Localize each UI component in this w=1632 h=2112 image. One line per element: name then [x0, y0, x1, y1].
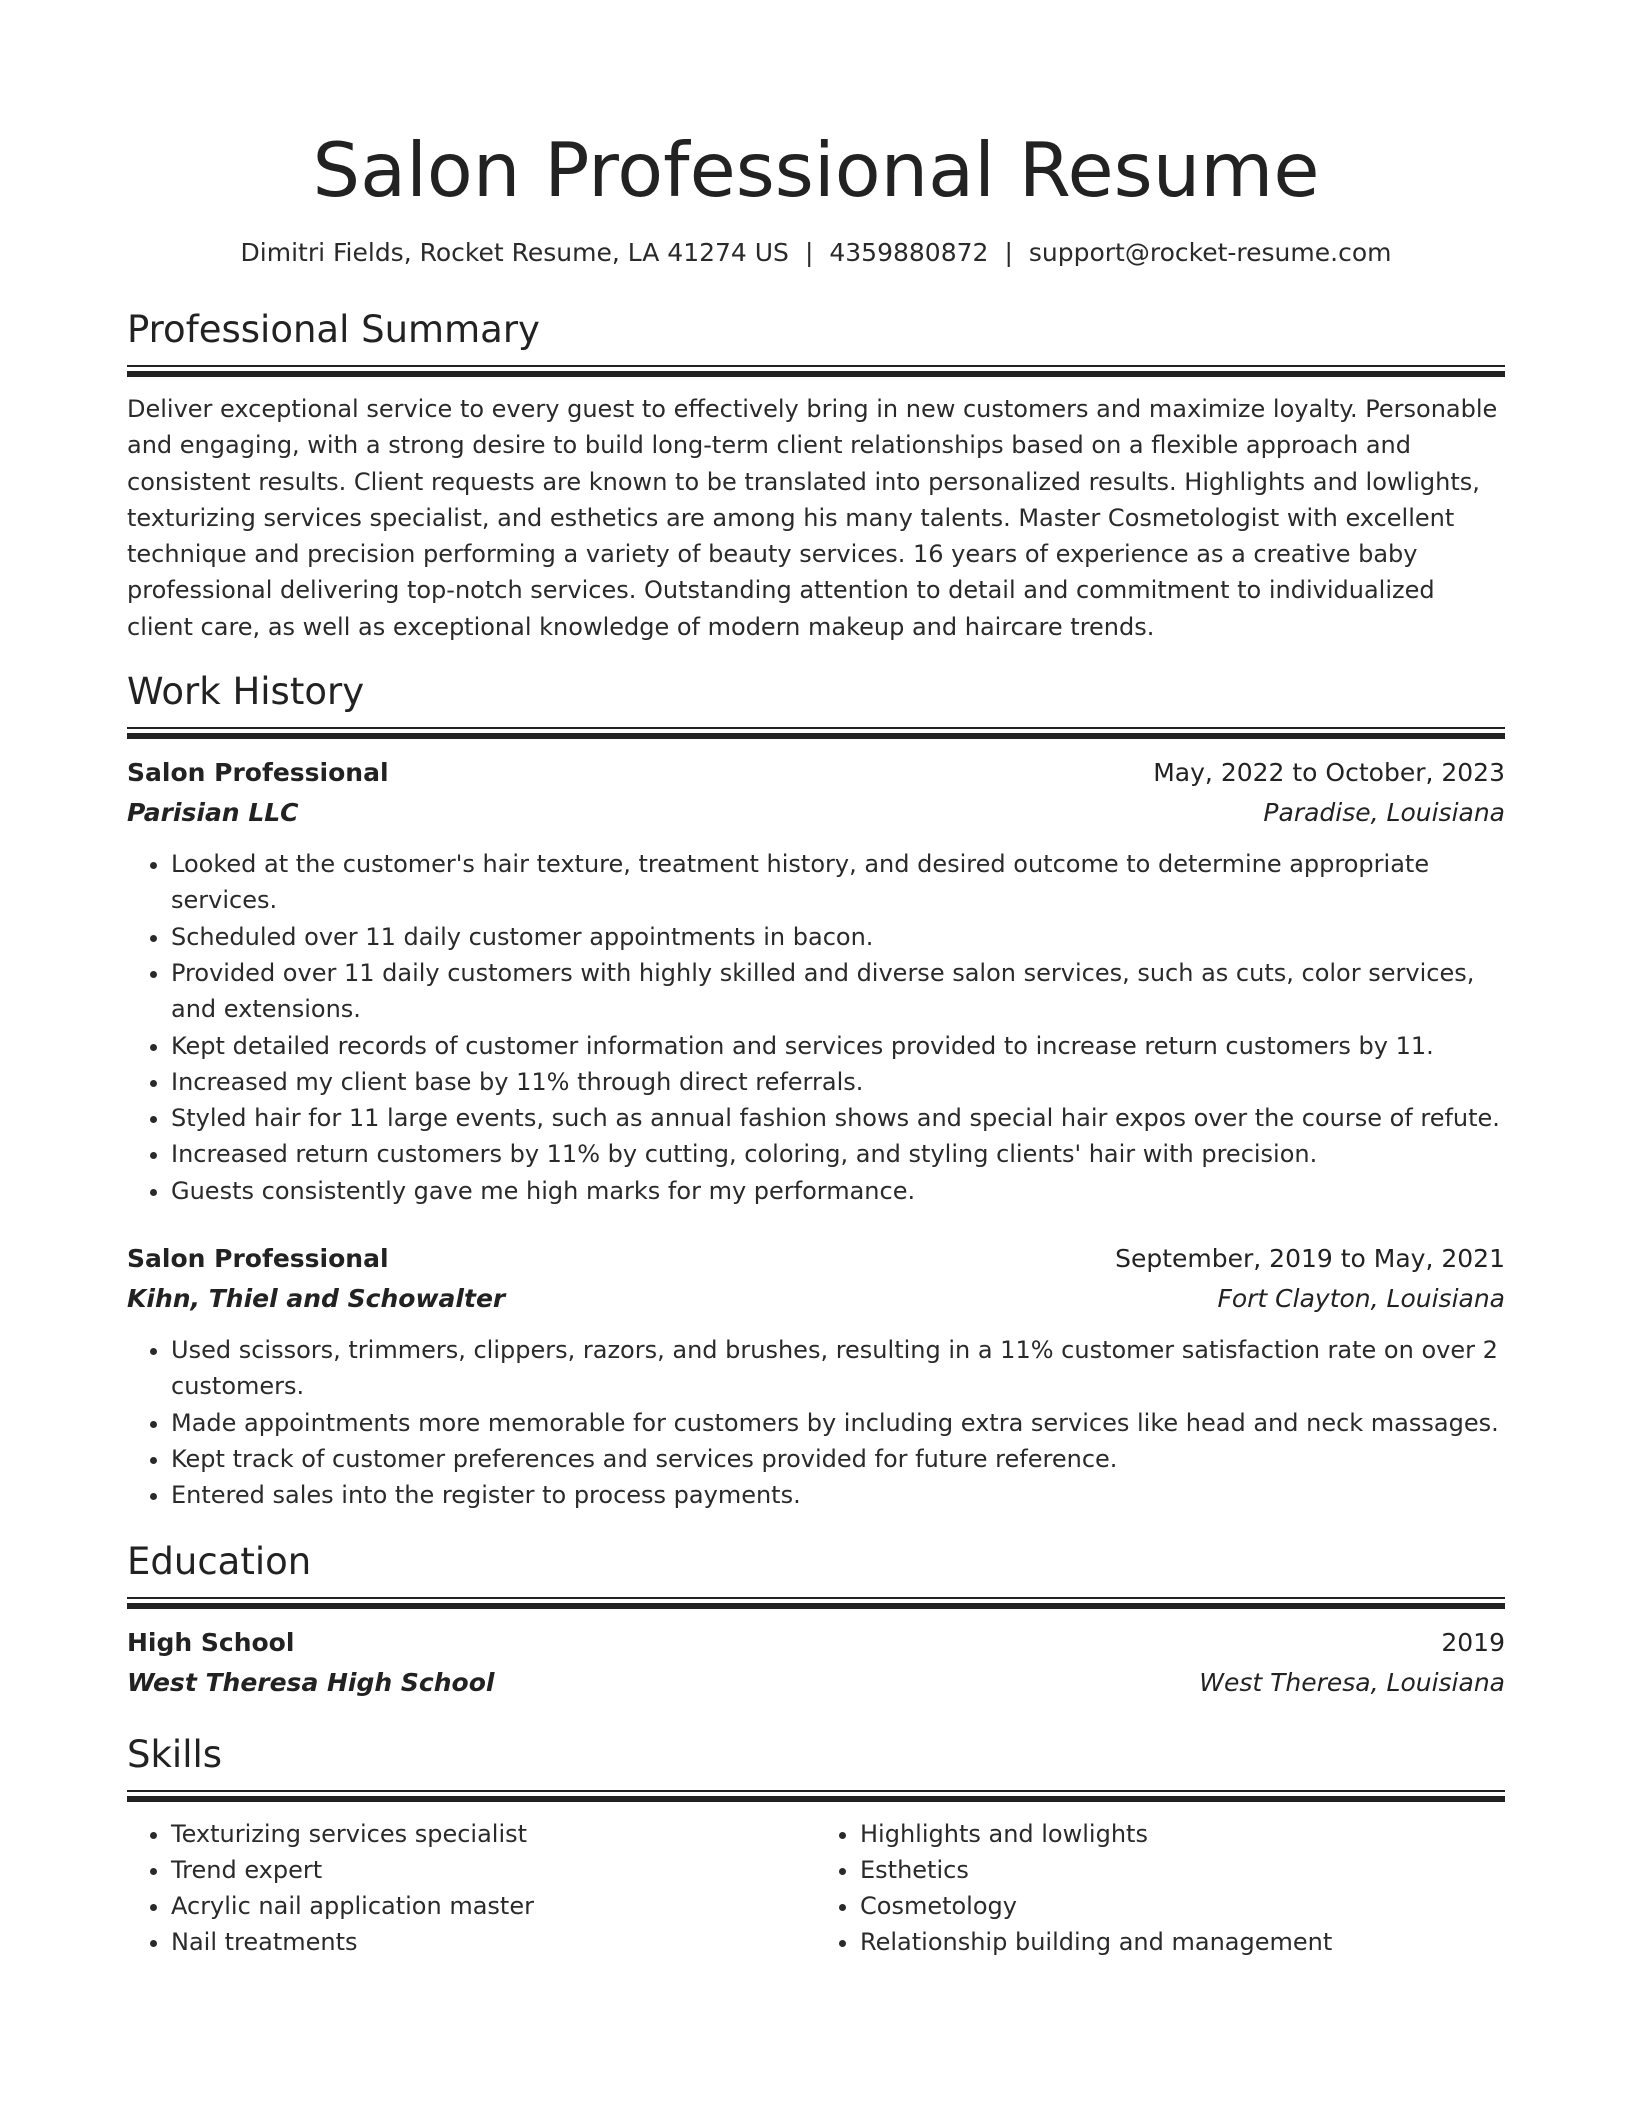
job-dates: September, 2019 to May, 2021	[1115, 1244, 1505, 1274]
list-item: • Trend expert	[171, 1852, 816, 1888]
list-item: • Scheduled over 11 daily customer appointments in bacon.	[171, 919, 1505, 955]
job-role: Salon Professional	[127, 1244, 389, 1274]
skills-list-left	[127, 1816, 816, 1961]
contact-separator: |	[804, 238, 814, 267]
job-bullets	[127, 846, 1505, 1209]
list-item: • Provided over 11 daily customers with highly skilled and diverse salon services, such as cuts, color services, and extensions.	[171, 955, 1505, 1028]
education-school: West Theresa High School	[127, 1667, 495, 1697]
work-history-heading: Work History	[127, 670, 365, 714]
education-year: 2019	[1441, 1627, 1505, 1657]
job-entry	[127, 1239, 1505, 1513]
list-item: • Highlights and lowlights	[860, 1816, 1505, 1852]
job-location: Fort Clayton, Louisiana	[1217, 1284, 1505, 1314]
list-item: • Increased return customers by 11% by cutting, coloring, and styling clients' hair with precision.	[171, 1136, 1505, 1172]
list-item: • Looked at the customer's hair texture, treatment history, and desired outcome to determine appropriate services.	[171, 846, 1505, 919]
job-header	[127, 1239, 1505, 1279]
list-item: • Styled hair for 11 large events, such as annual fashion shows and special hair expos over the course of refute.	[171, 1100, 1505, 1136]
education-heading: Education	[127, 1539, 312, 1583]
job-company: Kihn, Thiel and Schowalter	[127, 1284, 506, 1314]
job-company: Parisian LLC	[127, 798, 299, 828]
list-item: • Relationship building and management	[860, 1924, 1505, 1960]
job-header	[127, 753, 1505, 793]
summary-heading: Professional Summary	[127, 308, 540, 351]
list-item: • Texturizing services specialist	[171, 1816, 816, 1852]
list-item: • Esthetics	[860, 1852, 1505, 1888]
education-entry	[127, 1623, 1505, 1703]
job-dates: May, 2022 to October, 2023	[1153, 758, 1505, 788]
list-item: • Guests consistently gave me high marks for my performance.	[171, 1173, 1505, 1209]
education-section	[127, 1538, 1505, 1703]
job-role: Salon Professional	[127, 758, 389, 788]
work-history-section	[127, 668, 1505, 1513]
contact-email: support@rocket-resume.com	[1028, 238, 1392, 267]
contact-phone: 4359880872	[829, 238, 989, 267]
list-item: • Used scissors, trimmers, clippers, razors, and brushes, resulting in a 11% customer satisfaction rate on over 2 customers.	[171, 1332, 1505, 1405]
education-location: West Theresa, Louisiana	[1199, 1667, 1505, 1697]
section-divider	[127, 365, 1505, 377]
skills-heading: Skills	[127, 1732, 223, 1776]
summary-text: Deliver exceptional service to every guest to effectively bring in new customers and maximize loyalty. Personable and engaging, with a strong desire to build long-term client relationships based on a flexible approach and consistent results. Client requests are known to be translated into personalized results. Highlights and lowlights, texturizing services specialist, and esthetics are among his many talents. Master Cosmetologist with excellent technique and precision performing a variety of beauty services. 16 years of experience as a creative baby professional delivering top-notch services. Outstanding attention to detail and commitment to individualized client care, as well as exceptional knowledge of modern makeup and haircare trends.	[127, 395, 1498, 641]
contact-separator: |	[1004, 238, 1013, 267]
job-subheader	[127, 793, 1505, 833]
job-entry	[127, 753, 1505, 1209]
page-title: Salon Professional Resume	[312, 126, 1320, 214]
skills-list-right	[816, 1816, 1505, 1961]
skills-section	[127, 1731, 1505, 1961]
education-header	[127, 1623, 1505, 1663]
contact-line	[127, 236, 1505, 270]
education-subheader	[127, 1663, 1505, 1703]
section-divider	[127, 727, 1505, 739]
contact-address: Dimitri Fields, Rocket Resume, LA 41274 US	[240, 238, 789, 267]
section-divider	[127, 1790, 1505, 1802]
job-bullets	[127, 1332, 1505, 1513]
list-item: • Made appointments more memorable for customers by including extra services like head and neck massages.	[171, 1405, 1505, 1441]
summary-section	[127, 306, 1505, 645]
list-item: • Cosmetology	[860, 1888, 1505, 1924]
list-item: • Acrylic nail application master	[171, 1888, 816, 1924]
job-location: Paradise, Louisiana	[1263, 798, 1505, 828]
list-item: • Nail treatments	[171, 1924, 816, 1960]
list-item: • Kept detailed records of customer information and services provided to increase return customers by 11.	[171, 1028, 1505, 1064]
section-divider	[127, 1597, 1505, 1609]
list-item: • Kept track of customer preferences and services provided for future reference.	[171, 1441, 1505, 1477]
job-subheader	[127, 1279, 1505, 1319]
skills-grid	[127, 1816, 1505, 1961]
list-item: • Entered sales into the register to process payments.	[171, 1477, 1505, 1513]
list-item: • Increased my client base by 11% through direct referrals.	[171, 1064, 1505, 1100]
education-degree: High School	[127, 1627, 295, 1657]
